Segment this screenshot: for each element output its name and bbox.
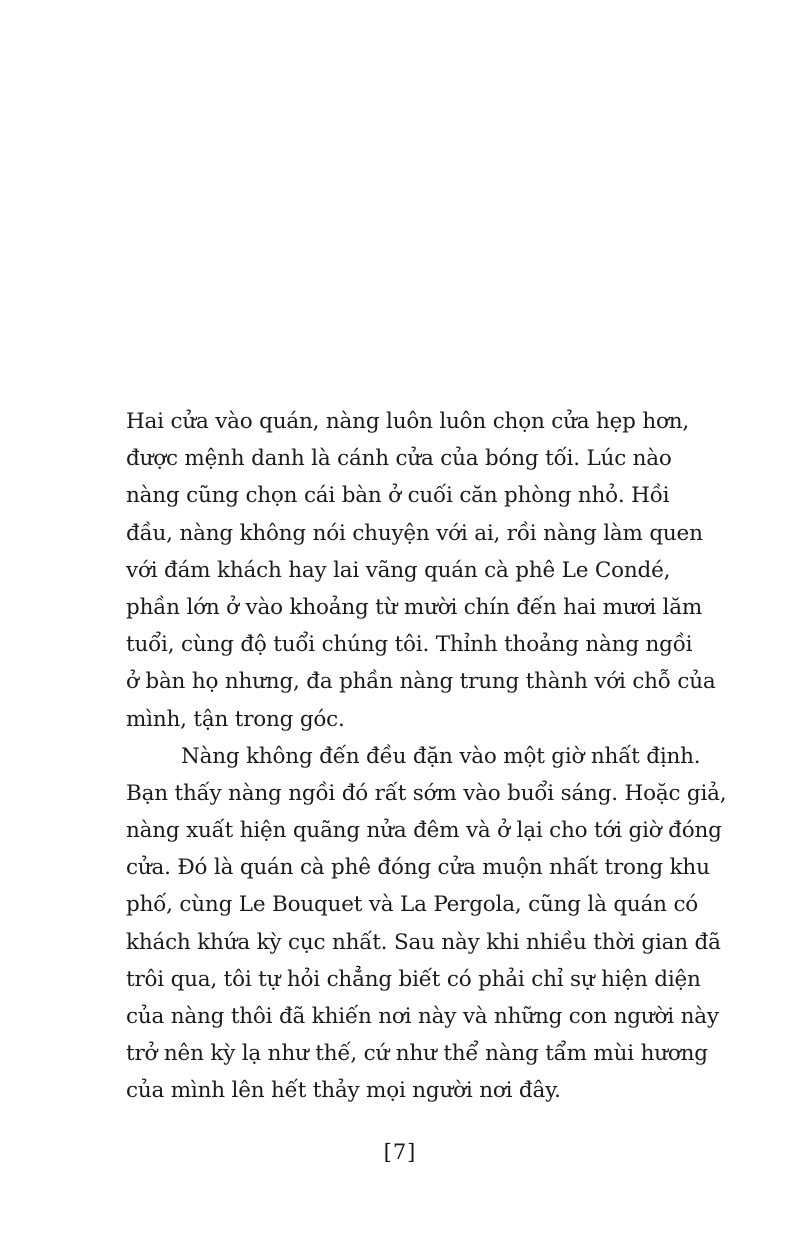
- text-line: của mình lên hết thảy mọi người nơi đây.: [126, 1078, 561, 1104]
- text-line: trở nên kỳ lạ như thế, cứ như thể nàng tẩm mùi hương: [126, 1041, 708, 1067]
- text-line: ở bàn họ nhưng, đa phần nàng trung thành với chỗ của: [126, 669, 716, 695]
- text-line: mình, tận trong góc.: [126, 706, 345, 732]
- text-line: cửa. Đó là quán cà phê đóng cửa muộn nhất trong khu: [126, 855, 710, 881]
- body-text: [126, 403, 727, 1110]
- text-line: được mệnh danh là cánh cửa của bóng tối. Lúc nào: [126, 446, 672, 472]
- text-line: nàng xuất hiện quãng nửa đêm và ở lại cho tới giờ đóng: [126, 818, 722, 844]
- page-number: [7]: [383, 1140, 417, 1164]
- text-line: Nàng không đến đều đặn vào một giờ nhất định.: [181, 743, 701, 769]
- text-line: của nàng thôi đã khiến nơi này và những con người này: [126, 1004, 719, 1029]
- text-line: tuổi, cùng độ tuổi chúng tôi. Thỉnh thoảng nàng ngồi: [126, 632, 693, 658]
- paragraph-1: [126, 403, 716, 738]
- text-line: đầu, nàng không nói chuyện với ai, rồi nàng làm quen: [126, 520, 703, 546]
- text-line: Bạn thấy nàng ngồi đó rất sớm vào buổi sáng. Hoặc giả,: [126, 780, 727, 806]
- text-line: trôi qua, tôi tự hỏi chẳng biết có phải chỉ sự hiện diện: [126, 966, 701, 992]
- text-line: với đám khách hay lai vãng quán cà phê Le Condé,: [126, 557, 671, 583]
- text-line: phần lớn ở vào khoảng từ mười chín đến hai mươi lăm: [126, 594, 703, 620]
- text-line: nàng cũng chọn cái bàn ở cuối căn phòng nhỏ. Hồi: [126, 483, 670, 509]
- text-line: phố, cùng Le Bouquet và La Pergola, cũng là quán có: [126, 892, 699, 918]
- paragraph-2: [126, 738, 727, 1110]
- text-line: khách khứa kỳ cục nhất. Sau này khi nhiều thời gian đã: [126, 929, 721, 955]
- text-line: Hai cửa vào quán, nàng luôn luôn chọn cửa hẹp hơn,: [126, 409, 690, 434]
